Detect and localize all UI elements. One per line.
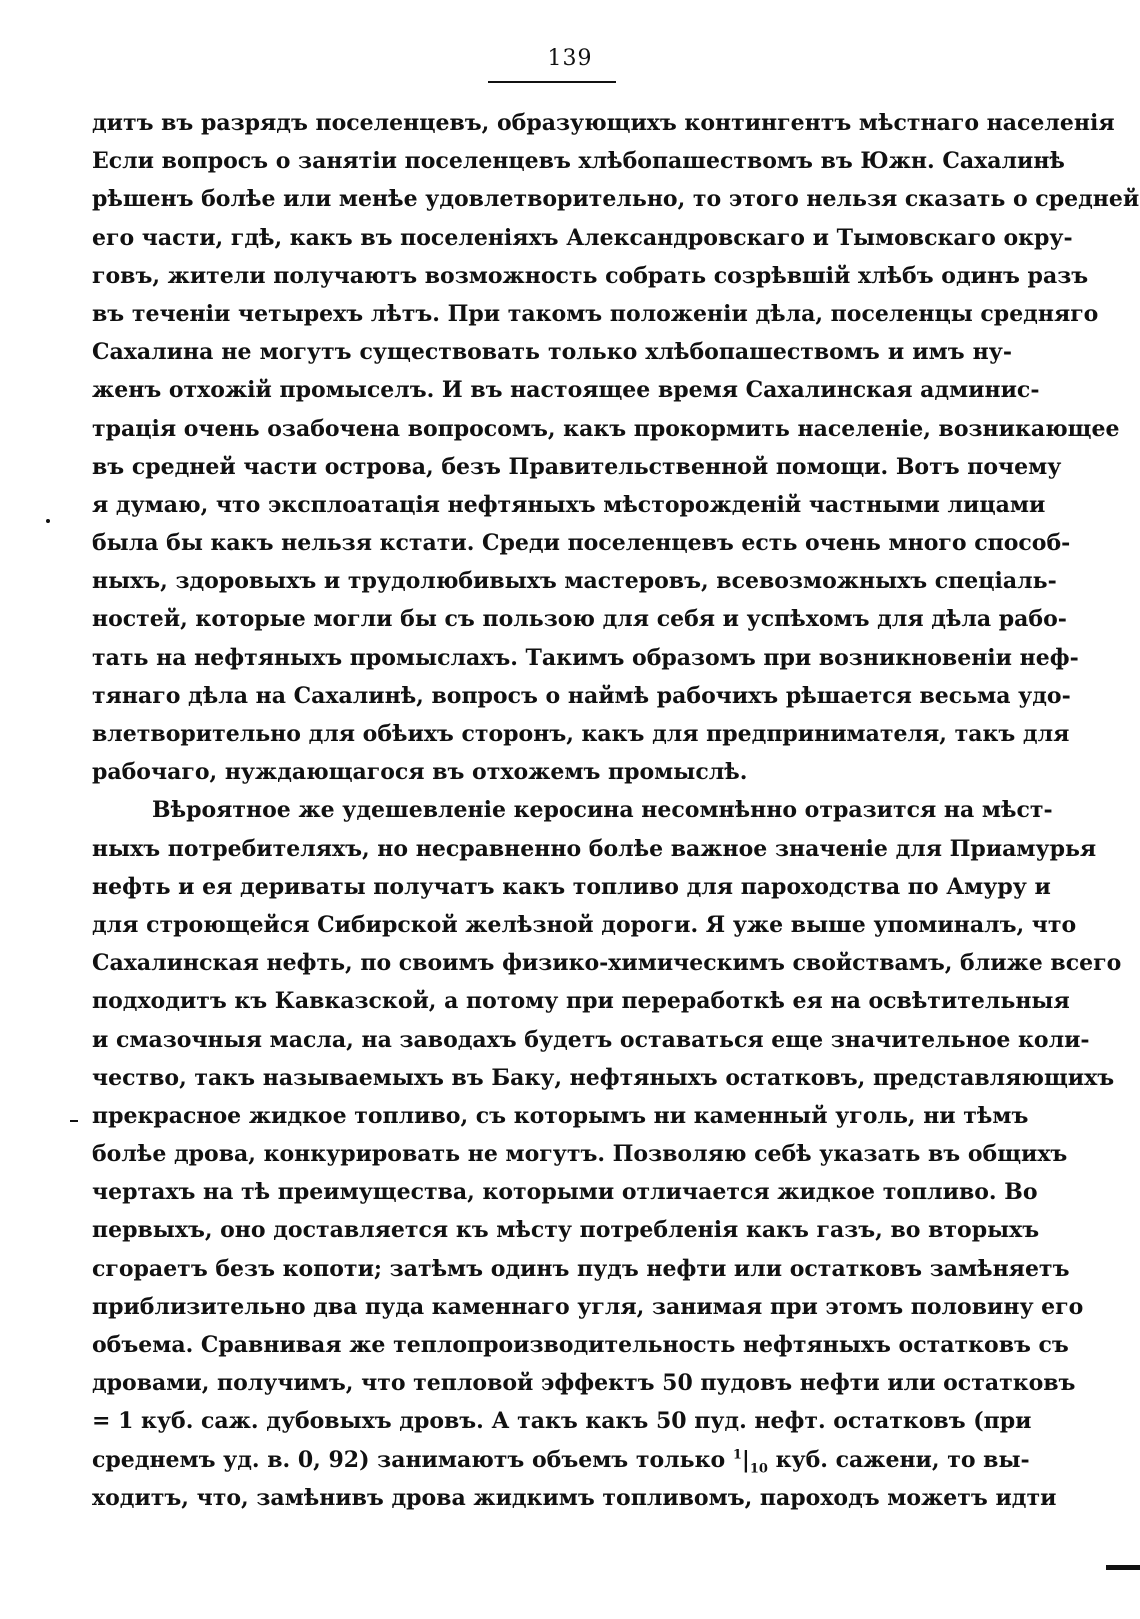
fraction-line-end: куб. сажени, то вы- [767, 1446, 1030, 1473]
text-line: тянаго дѣла на Сахалинѣ, вопросъ о наймѣ рабочихъ рѣшается весьма удо- [92, 682, 1071, 709]
page-number-rule [488, 81, 616, 83]
text-line: подходитъ къ Кавказской, а потому при переработкѣ ея на освѣтительныя [92, 988, 1070, 1015]
text-line: трація очень озабочена вопросомъ, какъ прокормить населеніе, возникающее [92, 415, 1120, 442]
text-line: влетворительно для обѣихъ сторонъ, какъ для предпринимателя, такъ для [92, 721, 1070, 747]
text-line: сгораетъ безъ копоти; затѣмъ одинъ пудъ нефти или остатковъ замѣняетъ [92, 1255, 1070, 1282]
fraction-line-start: среднемъ уд. в. 0, 92) занимаютъ объемъ только [92, 1446, 733, 1473]
text-line: дитъ въ разрядъ поселенцевъ, образующихъ контингентъ мѣстнаго населенія [92, 110, 1115, 136]
text-line: говъ, жители получаютъ возможность собрать созрѣвшій хлѣбъ одинъ разъ [92, 262, 1089, 289]
text-line: нефть и ея дериваты получатъ какъ топливо для пароходства по Амуру и [92, 873, 1051, 900]
text-line: я думаю, что эксплоатація нефтяныхъ мѣсторожденій частными лицами [92, 491, 1046, 518]
margin-dot [46, 519, 50, 523]
text-line: чертахъ на тѣ преимущества, которыми отличается жидкое топливо. Во [92, 1179, 1038, 1206]
text-line: чество, такъ называемыхъ въ Баку, нефтяныхъ остатковъ, представляющихъ [92, 1064, 1115, 1091]
text-line: прекрасное жидкое топливо, съ которымъ ни каменный уголь, ни тѣмъ [92, 1102, 1029, 1129]
text-line: была бы какъ нельзя кстати. Среди поселенцевъ есть очень много способ- [92, 530, 1071, 557]
text-line: ныхъ, здоровыхъ и трудолюбивыхъ мастеровъ, всевозможныхъ спеціаль- [92, 568, 1057, 595]
text-line: рабочаго, нуждающагося въ отхожемъ промыслѣ. [92, 759, 748, 786]
text-line: = 1 куб. саж. дубовыхъ дровъ. А такъ какъ 50 пуд. нефт. остатковъ (при [92, 1408, 1032, 1435]
text-line: тать на нефтяныхъ промыслахъ. Такимъ образомъ при возникновеніи неф- [92, 644, 1079, 671]
page-number: 139 [547, 46, 593, 71]
fraction-numerator: 1 [732, 1447, 742, 1463]
text-line: въ средней части острова, безъ Правительственной помощи. Вотъ почему [92, 453, 1062, 480]
body-text [92, 104, 1140, 1517]
text-line: его части, гдѣ, какъ въ поселеніяхъ Александровскаго и Тымовскаго окру- [92, 224, 1073, 251]
text-line: ходитъ, что, замѣнивъ дрова жидкимъ топливомъ, пароходъ можетъ идти [92, 1484, 1057, 1511]
text-line: Сахалина не могутъ существовать только хлѣбопашествомъ и имъ ну- [92, 339, 1012, 366]
text-line: приблизительно два пуда каменнаго угля, занимая при этомъ половину его [92, 1293, 1084, 1320]
text-line: рѣшенъ болѣе или менѣе удовлетворительно, то этого нельзя сказать о средней [92, 186, 1140, 213]
text-line: въ теченіи четырехъ лѣтъ. При такомъ положеніи дѣла, поселенцы средняго [92, 300, 1099, 327]
text-line: женъ отхожій промыселъ. И въ настоящее время Сахалинская админис- [92, 377, 1040, 404]
text-line: и смазочныя масла, на заводахъ будетъ оставаться еще значительное коли- [92, 1026, 1090, 1053]
margin-tick [70, 1120, 78, 1122]
text-line: первыхъ, оно доставляется къ мѣсту потребленія какъ газъ, во вторыхъ [92, 1217, 1040, 1244]
text-line: Сахалинская нефть, по своимъ физико-химическимъ свойствамъ, ближе всего [92, 950, 1122, 977]
text-line: для строющейся Сибирской желѣзной дороги. Я уже выше упоминалъ, что [92, 911, 1077, 938]
text-line: объема. Сравнивая же теплопроизводительность нефтяныхъ остатковъ съ [92, 1332, 1069, 1358]
text-line: Вѣроятное же удешевленіе керосина несомнѣнно отразится на мѣст- [152, 797, 1053, 824]
text-line: ныхъ потребителяхъ, но несравненно болѣе важное значеніе для Приамурья [92, 835, 1097, 862]
text-line-fraction: среднемъ уд. в. 0, 92) занимаютъ объемъ только $^1|_{10}$ куб. сажени, то вы- [92, 1446, 1030, 1476]
text-line: болѣе дрова, конкурировать не могутъ. Позволяю себѣ указать въ общихъ [92, 1141, 1068, 1168]
fraction-denominator: 10 [749, 1460, 768, 1476]
text-line: Если вопросъ о занятіи поселенцевъ хлѣбопашествомъ въ Южн. Сахалинѣ [92, 148, 1065, 175]
text-line: ностей, которые могли бы съ пользою для себя и успѣхомъ для дѣла рабо- [92, 606, 1067, 633]
scan-edge-mark [1106, 1565, 1140, 1570]
text-line: дровами, получимъ, что тепловой эффектъ 50 пудовъ нефти или остатковъ [92, 1370, 1076, 1397]
